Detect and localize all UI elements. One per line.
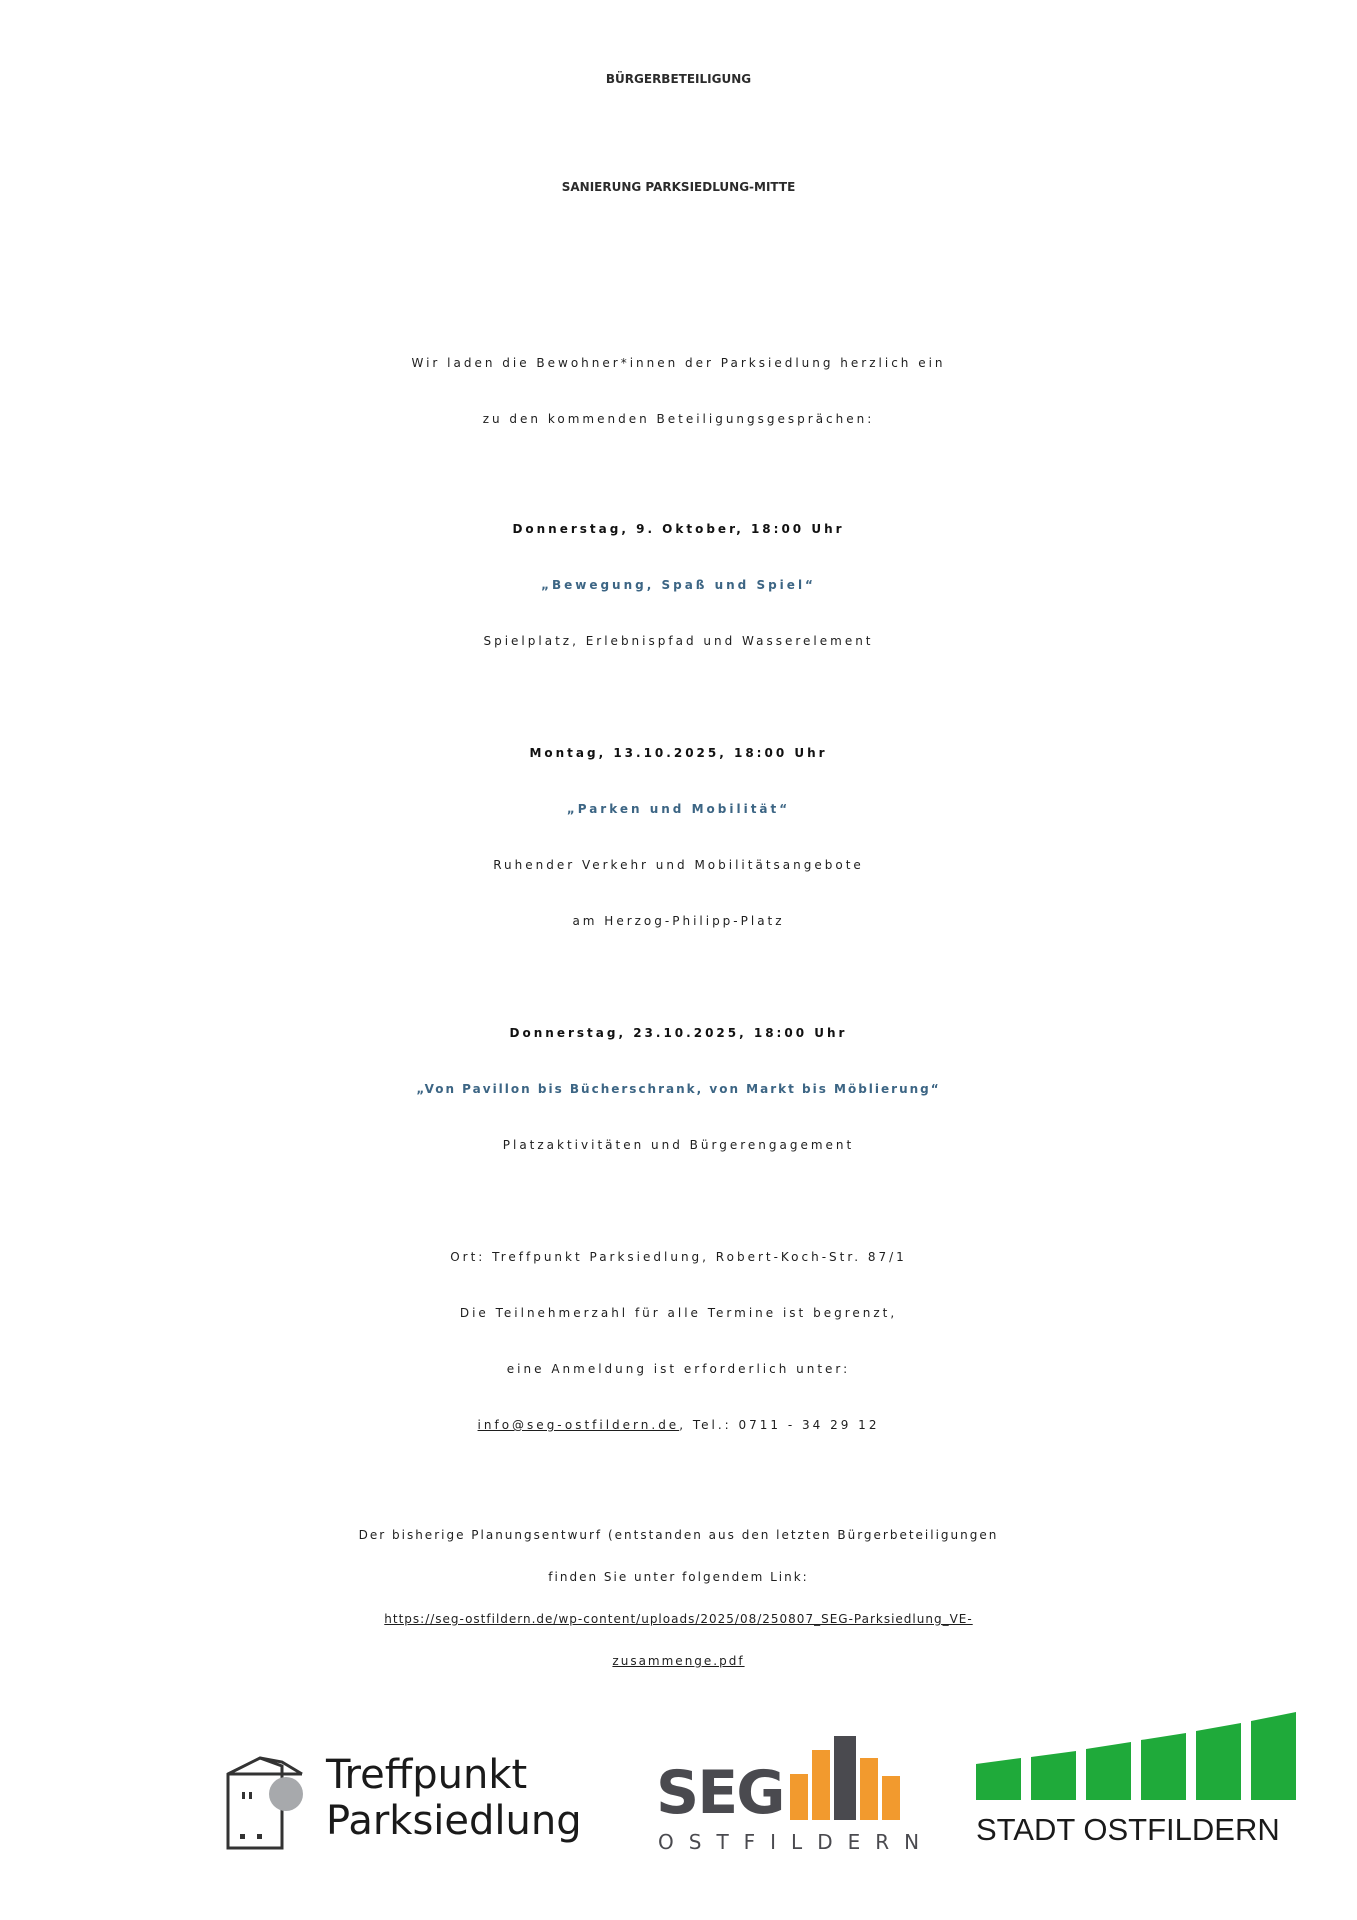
- event-3-details: Platzaktivitäten und Bürgerengagement: [502, 1138, 855, 1152]
- seg-bars-icon: [786, 1730, 916, 1820]
- title-line-2: SANIERUNG PARKSIEDLUNG-MITTE: [561, 180, 796, 194]
- event-2-details-1: Ruhender Verkehr und Mobilitätsangebote: [493, 858, 864, 872]
- house-icon: [222, 1752, 322, 1852]
- phone-text: , Tel.: 0711 - 34 29 12: [679, 1418, 880, 1432]
- event-3-topic: „Von Pavillon bis Bücherschrank, von Markt bis Möblierung“: [416, 1082, 941, 1096]
- planning-line-2: finden Sie unter folgendem Link:: [548, 1570, 809, 1584]
- limit-text: Die Teilnehmerzahl für alle Termine ist begrenzt,: [459, 1306, 898, 1320]
- registration-text: eine Anmeldung ist erforderlich unter:: [506, 1362, 851, 1376]
- title-line-1: BÜRGERBETEILIGUNG: [605, 72, 752, 86]
- treffpunkt-logo: [222, 1748, 612, 1858]
- intro-line-2: zu den kommenden Beteiligungsgesprächen:: [482, 412, 875, 426]
- event-1-topic: „Bewegung, Spaß und Spiel“: [541, 578, 816, 592]
- event-1-details: Spielplatz, Erlebnispfad und Wasserelement: [483, 634, 874, 648]
- event-2-topic: „Parken und Mobilität“: [566, 802, 791, 816]
- planning-link-1[interactable]: https://seg-ostfildern.de/wp-content/uploads/2025/08/250807_SEG-Parksiedlung_VE-: [384, 1612, 973, 1626]
- planning-line-1: Der bisherige Planungsentwurf (entstanden aus den letzten Bürgerbeteiligungen: [358, 1528, 999, 1542]
- event-2-details-2: am Herzog-Philipp-Platz: [572, 914, 785, 928]
- treffpunkt-logo-line-1: Treffpunkt: [326, 1752, 528, 1798]
- event-1-date: Donnerstag, 9. Oktober, 18:00 Uhr: [512, 522, 845, 536]
- contact-line: [0, 1418, 1357, 1432]
- seg-logo-sub: OSTFILDERN: [658, 1830, 935, 1854]
- planning-link-2[interactable]: zusammenge.pdf: [612, 1654, 745, 1668]
- stadt-ostfildern-logo-text: STADT OSTFILDERN: [976, 1812, 1280, 1847]
- intro-line-1: Wir laden die Bewohner*innen der Parksiedlung herzlich ein: [411, 356, 946, 370]
- location-text: Ort: Treffpunkt Parksiedlung, Robert-Koch-Str. 87/1: [450, 1250, 907, 1264]
- seg-logo: [656, 1730, 935, 1860]
- stadt-ostfildern-logo: [976, 1700, 1316, 1850]
- treffpunkt-logo-line-2: Parksiedlung: [326, 1798, 582, 1844]
- email-link[interactable]: info@seg-ostfildern.de: [477, 1418, 680, 1432]
- stadt-bars-icon: [976, 1700, 1308, 1804]
- seg-logo-name: SEG: [656, 1758, 784, 1828]
- event-2-date: Montag, 13.10.2025, 18:00 Uhr: [529, 746, 828, 760]
- event-3-date: Donnerstag, 23.10.2025, 18:00 Uhr: [509, 1026, 848, 1040]
